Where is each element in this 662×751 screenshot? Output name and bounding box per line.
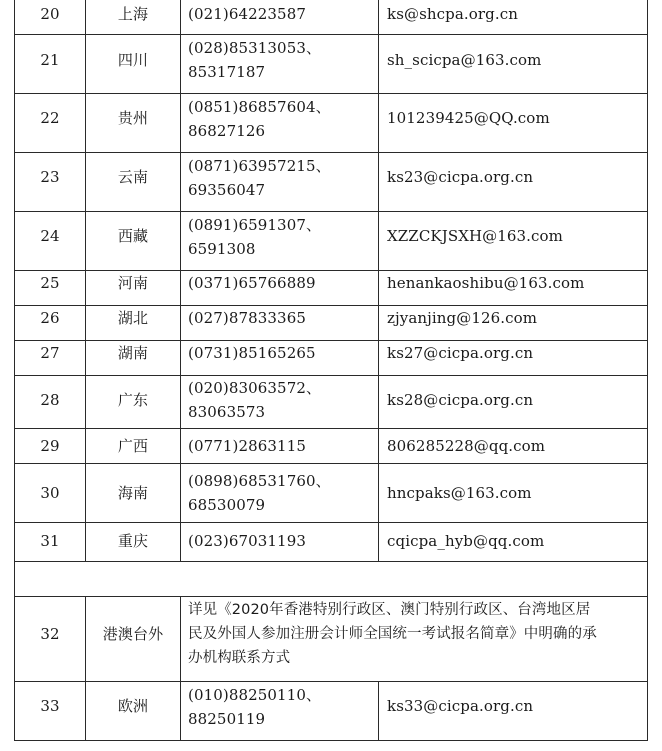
- row-number: 32: [40, 625, 60, 643]
- row-number: 23: [40, 168, 60, 186]
- region-name: 贵州: [117, 109, 149, 127]
- phone-line: (0371)65766889: [188, 274, 316, 292]
- phone-line: (0731)85165265: [188, 344, 316, 362]
- row-number: 20: [40, 5, 60, 23]
- phone-line: (027)87833365: [188, 309, 306, 327]
- phone-line: 86827126: [188, 122, 266, 140]
- table-rule: [180, 0, 181, 562]
- region-name: 广西: [117, 437, 149, 455]
- phone-line: (021)64223587: [188, 5, 306, 23]
- phone-line: (0771)2863115: [188, 437, 306, 455]
- row-number: 25: [40, 274, 60, 292]
- row-number: 30: [40, 484, 60, 502]
- row-number: 21: [40, 51, 60, 69]
- table-rule: [14, 34, 648, 35]
- row-number: 22: [40, 109, 60, 127]
- phone-line: 88250119: [188, 710, 266, 728]
- phone-line: (0851)86857604、: [188, 98, 331, 116]
- table-rule: [14, 152, 648, 153]
- region-name: 湖南: [117, 344, 149, 362]
- table-rule: [180, 596, 181, 682]
- region-name: 海南: [117, 484, 149, 502]
- table-rule: [14, 596, 648, 597]
- table-rule: [14, 740, 648, 741]
- table-rule: [378, 0, 379, 562]
- phone-line: (0871)63957215、: [188, 157, 331, 175]
- email-address: ks@shcpa.org.cn: [387, 5, 518, 23]
- table-rule: [14, 93, 648, 94]
- table-rule: [14, 211, 648, 212]
- row-number: 31: [40, 532, 60, 550]
- row-number: 29: [40, 437, 60, 455]
- region-name: 欧洲: [117, 697, 149, 715]
- phone-line: (0898)68531760、: [188, 472, 331, 490]
- region-name: 港澳台外: [102, 625, 164, 643]
- row-number: 24: [40, 227, 60, 245]
- note-line: 办机构联系方式: [188, 650, 291, 666]
- table-rule: [14, 681, 648, 682]
- table-rule: [14, 375, 648, 376]
- email-address: ks23@cicpa.org.cn: [387, 168, 534, 186]
- email-address: 101239425@QQ.com: [387, 109, 550, 127]
- email-address: zjyanjing@126.com: [387, 309, 538, 327]
- phone-line: 85317187: [188, 63, 266, 81]
- region-name: 广东: [117, 391, 149, 409]
- phone-line: (028)85313053、: [188, 39, 322, 57]
- table-rule: [647, 0, 648, 741]
- phone-line: (0891)6591307、: [188, 216, 322, 234]
- region-name: 云南: [117, 168, 149, 186]
- table-rule: [14, 561, 648, 562]
- region-name: 四川: [117, 51, 149, 69]
- note-line: 民及外国人参加注册会计师全国统一考试报名简章》中明确的承: [188, 626, 597, 642]
- phone-line: 68530079: [188, 496, 266, 514]
- email-address: henankaoshibu@163.com: [387, 274, 585, 292]
- row-number: 28: [40, 391, 60, 409]
- email-address: 806285228@qq.com: [387, 437, 546, 455]
- note-line: 详见《2020年香港特别行政区、澳门特别行政区、台湾地区居: [188, 602, 591, 618]
- region-name: 重庆: [117, 532, 149, 550]
- row-number: 27: [40, 344, 60, 362]
- table-rule: [14, 463, 648, 464]
- region-name: 西藏: [117, 227, 149, 245]
- email-address: ks28@cicpa.org.cn: [387, 391, 534, 409]
- phone-line: 83063573: [188, 403, 266, 421]
- email-address: hncpaks@163.com: [387, 484, 532, 502]
- phone-line: 69356047: [188, 181, 266, 199]
- region-name: 河南: [117, 274, 149, 292]
- email-address: cqicpa_hyb@qq.com: [387, 532, 545, 550]
- email-address: XZZCKJSXH@163.com: [387, 227, 564, 245]
- phone-line: 6591308: [188, 240, 256, 258]
- table-rule: [14, 428, 648, 429]
- region-name: 上海: [117, 5, 149, 23]
- table-rule: [378, 681, 379, 741]
- email-address: ks27@cicpa.org.cn: [387, 344, 534, 362]
- email-address: sh_scicpa@163.com: [387, 51, 542, 69]
- row-number: 26: [40, 309, 60, 327]
- phone-line: (020)83063572、: [188, 379, 322, 397]
- phone-line: (010)88250110、: [188, 686, 322, 704]
- region-name: 湖北: [117, 309, 149, 327]
- table-rule: [14, 522, 648, 523]
- row-number: 33: [40, 697, 60, 715]
- table-rule: [180, 681, 181, 741]
- phone-line: (023)67031193: [188, 532, 306, 550]
- email-address: ks33@cicpa.org.cn: [387, 697, 534, 715]
